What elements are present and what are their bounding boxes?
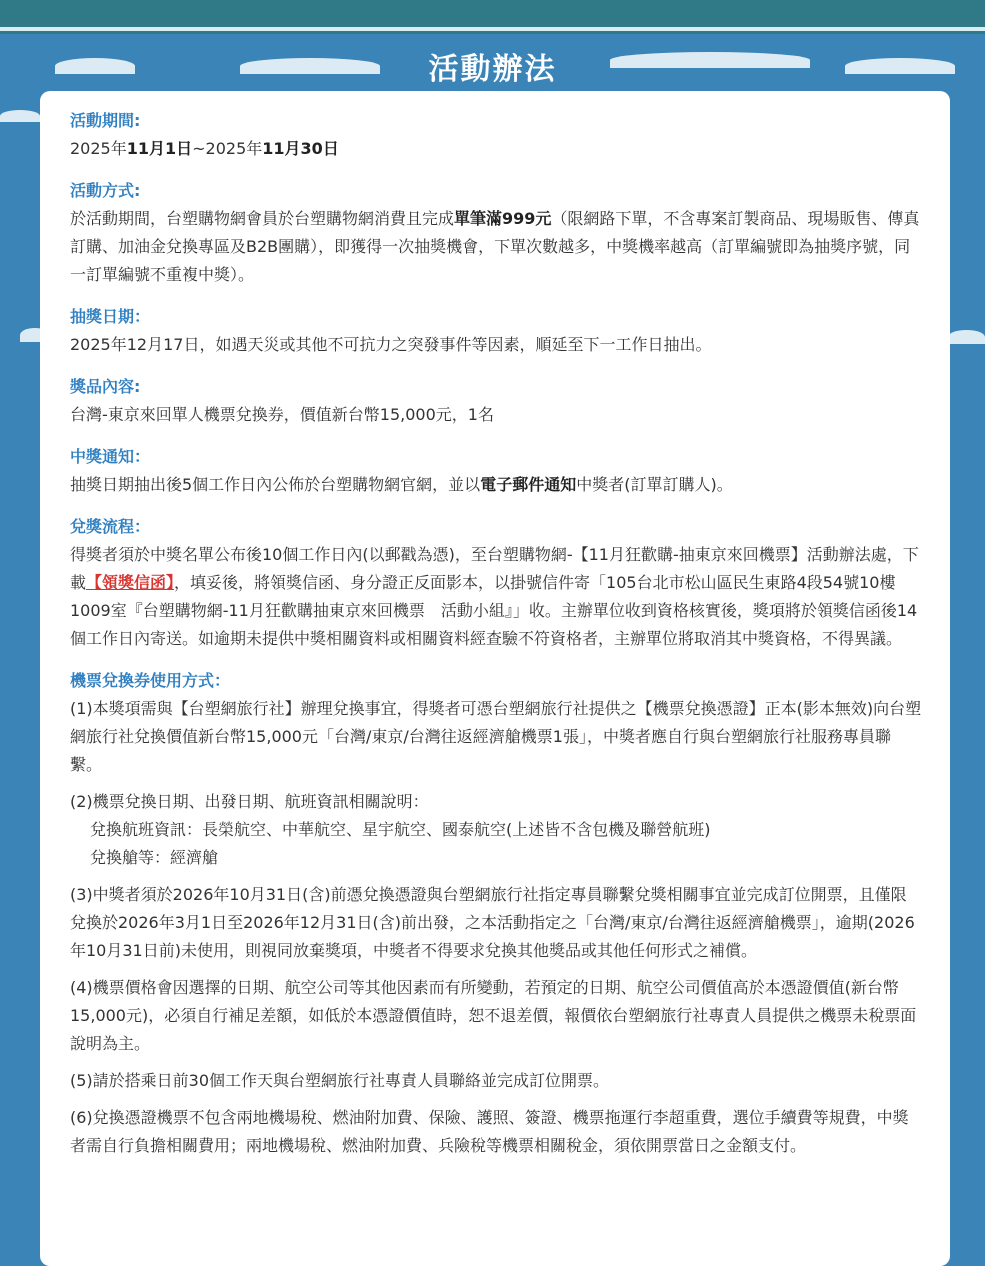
page-title: 活動辦法: [428, 52, 557, 87]
ticket-item: (3)中獎者須於2026年10月31日(含)前憑兌換憑證與台塑網旅行社指定專員聯繫兌獎相關事宜並完成訂位開票，且僅限兌換於2026年3月1日至2026年12月31日(含)前出發，之本活動指定之「台灣/東京/台灣往返經濟艙機票」，逾期(2026年10月31日前)未使用，則視同放棄獎項，中獎者不得要求兌換其他獎品或其他任何形式之補償。: [70, 885, 915, 960]
notify-text: 抽獎日期抽出後5個工作日內公佈於台塑購物網官網，並以電子郵件通知中獎者(訂單訂購人)。: [70, 475, 733, 494]
ticket-item: (2)機票兌換日期、出發日期、航班資訊相關說明：: [70, 792, 429, 811]
rules-panel: [40, 91, 950, 1266]
section-draw-date: [70, 303, 922, 359]
rules-content: [70, 107, 922, 1174]
section-heading: 機票兌換券使用方式：: [70, 671, 231, 690]
section-heading: 中獎通知：: [70, 447, 151, 466]
download-letter-link[interactable]: 【領獎信函】: [86, 573, 175, 592]
section-notify: [70, 443, 922, 499]
section-period: [70, 107, 922, 163]
prize-text: 台灣-東京來回單人機票兌換券，價值新台幣15,000元，1名: [70, 405, 494, 424]
section-heading: 活動方式:: [70, 181, 141, 200]
section-heading: 兌獎流程：: [70, 517, 151, 536]
section-ticket: [70, 667, 922, 1160]
section-heading: 獎品內容:: [70, 377, 141, 396]
section-heading: 活動期間:: [70, 111, 141, 130]
method-text: 於活動期間，台塑購物網會員於台塑購物網消費且完成單筆滿999元（限網路下單，不含專案訂製商品、現場販售、傳真訂購、加油金兌換專區及B2B團購），即獲得一次抽獎機會，下單次數越多，中獎機率越高（訂單編號即為抽獎序號，同一訂單編號不重複中獎）。: [70, 209, 920, 284]
draw-text: 2025年12月17日，如遇天災或其他不可抗力之突發事件等因素，順延至下一工作日抽出。: [70, 335, 712, 354]
ticket-subitem: 兌換航班資訊：長榮航空、中華航空、星宇航空、國泰航空(上述皆不含包機及聯營航班): [90, 820, 711, 839]
period-text: 2025年11月1日~2025年11月30日: [70, 139, 339, 158]
cloud-decoration: [948, 330, 985, 344]
top-band-stripe: [0, 27, 985, 31]
ticket-item: (1)本獎項需與【台塑網旅行社】辦理兌換事宜，得獎者可憑台塑網旅行社提供之【機票兌換憑證】正本(影本無效)向台塑網旅行社兌換價值新台幣15,000元「台灣/東京/台灣往返經濟艙機票1張」，中獎者應自行與台塑網旅行社服務專員聯繫。: [70, 699, 922, 774]
section-method: [70, 177, 922, 289]
ticket-subitem: 兌換艙等：經濟艙: [90, 848, 219, 867]
redeem-text: 得獎者須於中獎名單公布後10個工作日內(以郵戳為憑)，至台塑購物網-【11月狂歡購-抽東京來回機票】活動辦法處，下載【領獎信函】，填妥後，將領獎信函、身分證正反面影本，以掛號信件寄「105台北市松山區民生東路4段54號10樓1009室『台塑購物網-11月狂歡購抽東京來回機票 活動小組』」收。主辦單位收到資格核實後，獎項將於領獎信函後14個工作日內寄送。如逾期未提供中獎相關資料或相關資料經查驗不符資格者，主辦單位將取消其中獎資格，不得異議。: [70, 545, 919, 648]
section-prize: [70, 373, 922, 429]
ticket-item: (4)機票價格會因選擇的日期、航空公司等其他因素而有所變動，若預定的日期、航空公司價值高於本憑證價值(新台幣15,000元)，必須自行補足差額，如低於本憑證價值時，恕不退差價，報價依台塑網旅行社專責人員提供之機票未稅票面說明為主。: [70, 978, 917, 1053]
cloud-decoration: [0, 110, 40, 122]
ticket-item: (6)兌換憑證機票不包含兩地機場稅、燃油附加費、保險、護照、簽證、機票拖運行李超重費，選位手續費等規費，中獎者需自行負擔相關費用；兩地機場稅、燃油附加費、兵險稅等機票相關稅金，須依開票當日之金額支付。: [70, 1108, 909, 1155]
ticket-item: (5)請於搭乘日前30個工作天與台塑網旅行社專責人員聯絡並完成訂位開票。: [70, 1071, 610, 1090]
section-redeem: [70, 513, 922, 653]
section-heading: 抽獎日期：: [70, 307, 151, 326]
